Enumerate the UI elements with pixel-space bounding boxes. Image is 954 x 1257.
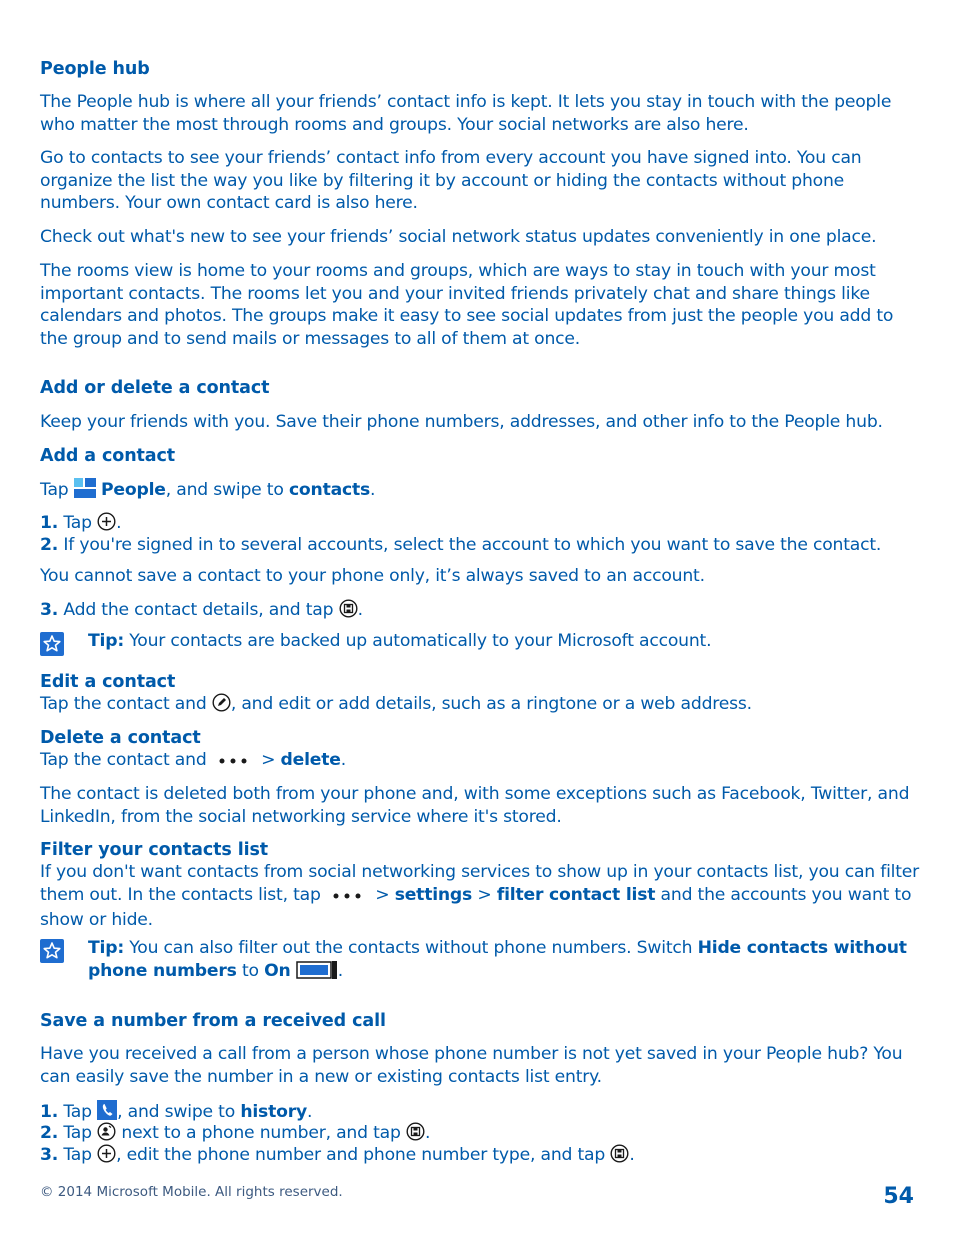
- star-icon: [40, 939, 64, 963]
- people-tile-icon: [74, 478, 96, 505]
- save-step-3: [40, 1144, 920, 1170]
- people-hub-p2: Go to contacts to see your friends’ contact info from every account you have signed into. You can organize the list the way you like by filtering it by account or hiding the contacts without phone numbers. Your own contact card is also here.: [40, 148, 862, 213]
- step-text: Add the contact details, and tap: [63, 600, 334, 620]
- tap-text: Tap: [40, 480, 69, 500]
- tip-label: Tip:: [88, 938, 124, 958]
- save-number-intro: Have you received a call from a person whose phone number is not yet saved in your People hub? You can easily save the number in a new or existing contacts list entry.: [40, 1044, 903, 1087]
- filter-text-b: and the accounts you want to show or hide.: [40, 884, 912, 930]
- tip-body: Your contacts are backed up automatically to your Microsoft account.: [129, 631, 712, 651]
- more-dots-icon: [212, 752, 256, 775]
- filter-list-label: filter contact list: [496, 884, 656, 905]
- tip-backup: [40, 630, 920, 660]
- filter-text: [40, 861, 920, 932]
- swipe-text: , and swipe to: [117, 1102, 236, 1122]
- tap-text: Tap: [63, 1123, 92, 1143]
- add-step-2: [40, 534, 920, 557]
- people-hub-p3: Check out what's new to see your friends’ social network status updates conveniently in one place.: [40, 227, 877, 247]
- to-text: to: [241, 960, 259, 981]
- add-contact-instruction: [40, 478, 920, 505]
- edit-text-a: Tap the contact and: [40, 694, 207, 714]
- tip-text: [88, 630, 920, 653]
- step-number: 2.: [40, 535, 59, 555]
- add-delete-intro: Keep your friends with you. Save their phone numbers, addresses, and other info to the People hub.: [40, 412, 883, 432]
- add-step-3: 3. Add the contact details, and tap .: [40, 599, 920, 625]
- tip-label: Tip:: [88, 631, 124, 651]
- more-dots-icon: [326, 887, 370, 910]
- period: .: [337, 960, 344, 981]
- delete-contact-heading: Delete a contact: [40, 728, 201, 748]
- delete-label: delete: [280, 750, 341, 770]
- add-step-1: 1. Tap .: [40, 512, 920, 538]
- star-icon: [40, 632, 64, 656]
- people-hub-p1: The People hub is where all your friends’ contact info is kept. It lets you stay in touch with the people who matter the most through rooms and groups. Your social networks are also here.: [40, 92, 892, 135]
- filter-text-a: If you don't want contacts from social networking services to show up in your contacts list, you can filter them out. In the contacts list, tap: [40, 862, 920, 905]
- period: .: [629, 1145, 635, 1165]
- period: .: [306, 1102, 313, 1122]
- add-delete-heading: Add or delete a contact: [40, 378, 270, 398]
- delete-contact-text: [40, 749, 920, 775]
- gt: >: [261, 750, 276, 770]
- gt: >: [477, 884, 492, 905]
- people-hub-p4: The rooms view is home to your rooms and groups, which are ways to stay in touch with your most important contacts. The rooms let you and your invited friends privately chat and share things like calendars and photos. The groups make it easy to see social updates from just the people you add to the group and to send mails or messages to all of them at once.: [40, 261, 894, 349]
- save-circle-icon: [339, 599, 358, 625]
- tip-body: You can also filter out the contacts without phone numbers. Switch: [129, 938, 693, 958]
- step-number: 1.: [40, 1102, 59, 1122]
- people-hub-heading: People hub: [40, 59, 150, 79]
- page-number: 54: [883, 1184, 914, 1209]
- save-circle-icon: [610, 1144, 629, 1170]
- add-contact-heading: Add a contact: [40, 446, 176, 466]
- add-note: You cannot save a contact to your phone only, it’s always saved to an account.: [40, 566, 705, 586]
- period: .: [340, 750, 346, 770]
- contacts-label: contacts: [288, 480, 371, 500]
- edit-contact-text: [40, 693, 920, 719]
- tip-filter: [40, 937, 920, 985]
- delete-contact-p2: The contact is deleted both from your phone and, with some exceptions such as Facebook, Twitter, and LinkedIn, from the social networking service where it's stored.: [40, 784, 910, 827]
- copyright-footer: © 2014 Microsoft Mobile. All rights reserved.: [40, 1184, 343, 1200]
- step-number: 1.: [40, 513, 59, 533]
- people-label: People: [101, 480, 166, 500]
- step-text: Tap: [63, 513, 92, 533]
- gt: >: [375, 884, 390, 905]
- delete-text-a: Tap the contact and: [40, 750, 207, 770]
- edit-contact-heading: Edit a contact: [40, 672, 176, 692]
- step-text: If you're signed in to several accounts, select the account to which you want to save the contact.: [63, 535, 882, 555]
- tip-text: [88, 937, 920, 985]
- step-text: , edit the phone number and phone number type, and tap: [116, 1145, 606, 1165]
- history-label: history: [240, 1102, 307, 1122]
- filter-heading: Filter your contacts list: [40, 840, 269, 860]
- toggle-on-icon: [296, 961, 338, 986]
- step-number: 3.: [40, 1145, 59, 1165]
- step-number: 2.: [40, 1123, 59, 1143]
- tap-text: Tap: [63, 1102, 92, 1122]
- step-text: next to a phone number, and tap: [121, 1123, 401, 1143]
- add-circle-icon: [97, 1144, 116, 1170]
- edit-text-b: , and edit or add details, such as a ringtone or a web address.: [230, 694, 752, 714]
- period: .: [370, 480, 376, 500]
- edit-pencil-icon: [212, 693, 231, 719]
- period: .: [424, 1123, 431, 1143]
- tap-text: Tap: [63, 1145, 92, 1165]
- setting-name: Hide contacts without phone numbers: [88, 938, 907, 981]
- swipe-text: , and swipe to: [165, 480, 284, 500]
- save-number-heading: Save a number from a received call: [40, 1011, 386, 1031]
- step-number: 3.: [40, 600, 59, 620]
- on-label: On: [264, 960, 291, 981]
- settings-label: settings: [394, 884, 473, 905]
